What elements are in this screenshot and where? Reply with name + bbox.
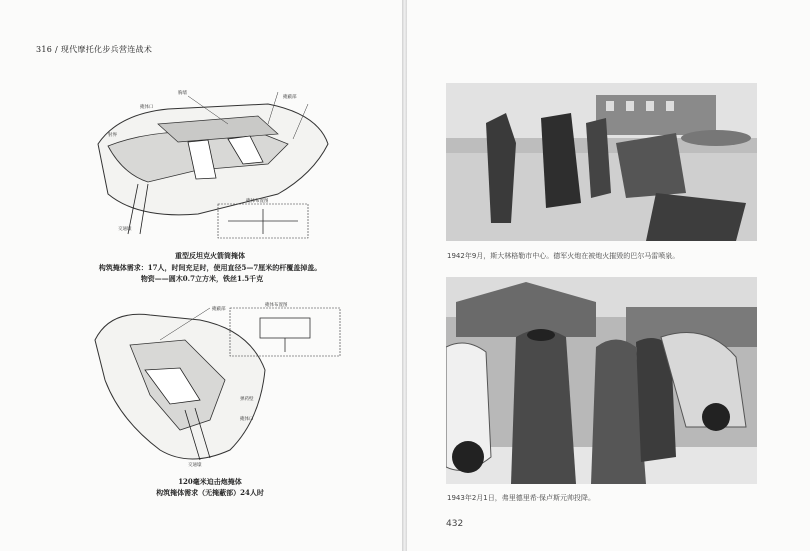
diagram1-label-opening: 掩体口 <box>140 105 154 110</box>
diagram1-caption-line2: 物资——圆木0.7立方米，铁丝1.5千克 <box>140 274 264 283</box>
running-head: 316 / 现代摩托化步兵营连战术 <box>36 45 153 54</box>
diagram1-title: 重型反坦克火箭筒掩体 <box>175 251 245 260</box>
diagram2-label-shelter: 掩蔽部 <box>212 307 226 312</box>
diagram2-caption-line1: 构筑掩体需求（无掩蔽部）24人时 <box>156 488 264 497</box>
diagram1-label-parapet: 胸墙 <box>178 91 187 96</box>
diagram2-label-trench: 交通壕 <box>188 463 202 468</box>
diagram2-label-ammo-wall: 弹药壁 <box>240 397 254 402</box>
photo2-caption: 1943年2月1日，弗里德里希·保卢斯元帅投降。 <box>447 494 595 502</box>
diagram1-label-trench: 交通壕 <box>118 227 132 232</box>
mortar-emplacement-diagram <box>90 300 360 470</box>
diagram1-caption-line1: 构筑掩体需求：17人，时间充足时，使用直径5—7厘米的杆覆盖掉盖。 <box>98 263 322 272</box>
diagram2-label-opening: 掩体口 <box>240 417 254 422</box>
paulus-surrender-photo <box>446 277 757 484</box>
diagram1-label-field-of-fire: 射界 <box>108 133 117 138</box>
diagram2-title: 120毫米迫击炮掩体 <box>178 477 242 486</box>
stalingrad-soldiers-photo <box>446 83 757 241</box>
antitank-emplacement-diagram <box>78 84 350 244</box>
diagram1-label-shelter: 掩蔽部 <box>283 95 297 100</box>
page-number: 432 <box>446 519 464 529</box>
photo1-caption: 1942年9月，斯大林格勒市中心。德军火炮在被炮火摧毁的巴尔马雷喷泉。 <box>447 252 680 260</box>
diagram2-inset-label: 掩体布置图 <box>265 303 288 308</box>
diagram1-inset-label: 掩体布置图 <box>246 199 269 204</box>
